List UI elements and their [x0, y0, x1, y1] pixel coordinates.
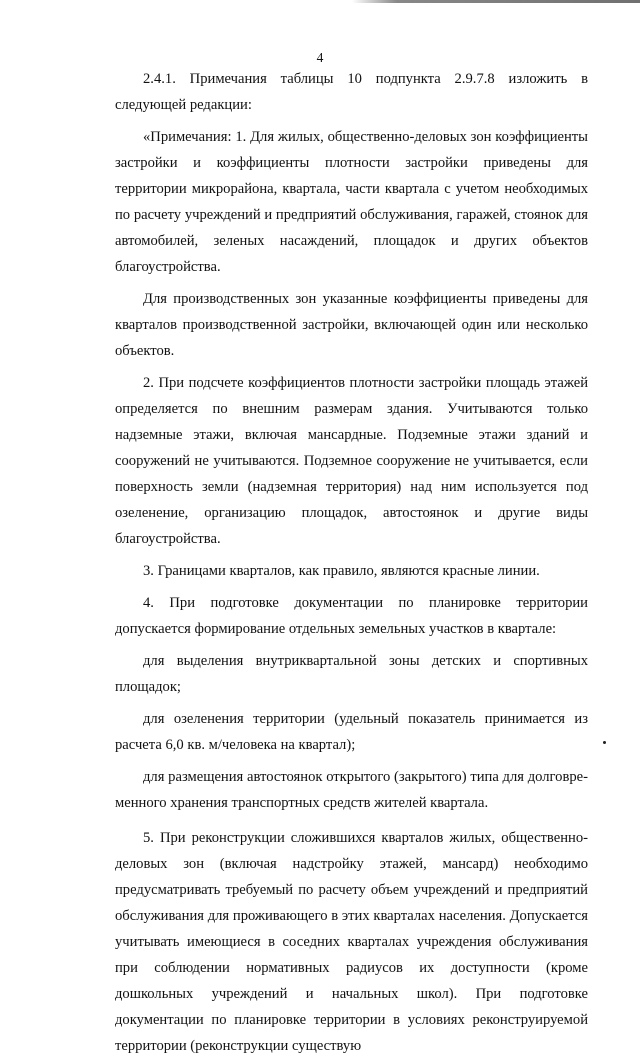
paragraph-production-zones: Для производственных зон указанные коэффициенты приведены для кварталов производственной застройки, включающей один или несколько объектов. [115, 291, 588, 359]
paragraph-2-4-1: 2.4.1. Примечания таблицы 10 подпункта 2.9.7.8 изложить в следующей редакции: [115, 71, 588, 113]
paragraph-note-4-item-1: для выделения внутриквартальной зоны детских и спортивных площадок; [115, 653, 588, 695]
document-body [115, 66, 588, 1059]
paragraph-note-2: 2. При подсчете коэффициентов плотности застройки площадь этажей определяется по внешним размерам здания. Учитываются только надземные этажи, включая мансардные. Подземные этажи зданий и сооружений не учитываются. Подземное сооружение не учитывается, если поверхность земли (надземная территория) над ним используется под озеленение, организацию площадок, автостоянок и другие виды благоустройства. [115, 375, 588, 547]
paragraph-note-1: «Примечания: 1. Для жилых, общественно-деловых зон коэффициенты застройки и коэффициенты плотности застройки приведены для территории микрорайона, квартала, части квартала с учетом необходимых по расчету учреждений и предприятий обслуживания, гаражей, стоянок для автомобилей, зеленых насаждений, площадок и других объектов благоустройства. [115, 129, 588, 275]
paragraph-note-5: 5. При реконструкции сложившихся кварталов жилых, общественно-деловых зон (включая надстройку этажей, мансард) необходимо предусматривать требуемый по расчету объем учреждений и предприятий обслуживания для проживающего в этих кварталах населения. Допускается учитывать имеющиеся в соседних кварталах учреждения обслуживания при соблюдении нормативных радиусов их доступности (кроме дошкольных учреждений и начальных школ). При подготовке документации по планировке территории в условиях реконструируемой территории (реконструкции существую [115, 830, 588, 1054]
paragraph-note-4-item-2: для озеленения территории (удельный показатель принимается из расчета 6,0 кв. м/человека на квартал); [115, 711, 588, 753]
paragraph-note-4-item-3: для размещения автостоянок открытого (закрытого) типа для долговременного хранения транспортных средств жителей квартала. [115, 769, 588, 811]
page-number: 4 [316, 50, 324, 65]
scan-top-edge [0, 0, 640, 3]
paragraph-note-3: 3. Границами кварталов, как правило, являются красные линии. [143, 563, 540, 579]
scan-speck [603, 741, 606, 744]
paragraph-note-4: 4. При подготовке документации по планировке территории допускается формирование отдельных земельных участков в квартале: [115, 595, 588, 637]
